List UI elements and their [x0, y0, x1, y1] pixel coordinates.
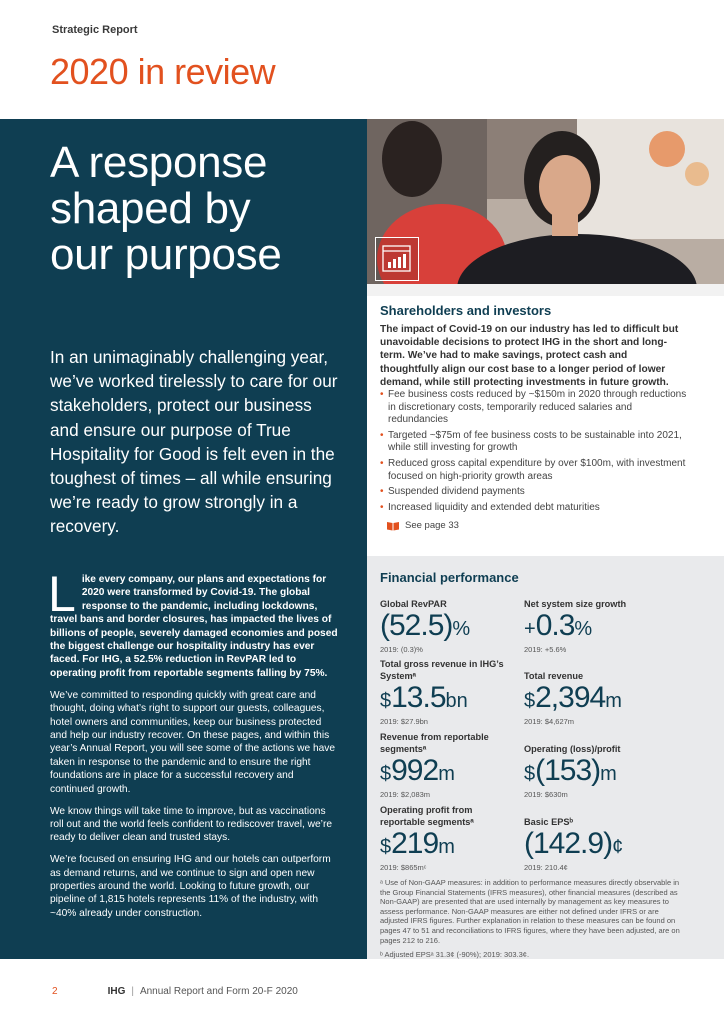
metric-label: Global RevPAR: [380, 599, 447, 609]
metric-label: Total revenue: [524, 671, 584, 681]
metric-basic-eps: [524, 816, 674, 872]
page-title: 2020 in review: [50, 51, 276, 92]
body-paragraph-1: We’ve committed to responding quickly with great care and thought, doing what’s right to support our guests, colleagues, hotel owners and communities, keep our business protected and help our industry recover. On these pages, and within this year’s Annual Report, you will see some of the actions we have taken in response to the pandemic and to ensure the right foundations are in place for a successful recovery and continued growth.: [50, 689, 336, 795]
footer-separator: |: [131, 986, 134, 997]
footnote-a: ᵃ Use of Non-GAAP measures: in addition to performance measures directly observable in the Group Financial Statements (IFRS measures), other financial measures (described as Non-GAAP) are presented that are used internally by management as key measures to assess performance. Non-GAAP measures are either not defined under IFRS or are adjusted IFRS figures. Further explanation in relation to these measures can be found on pages 47 to 51 and reconciliations to IFRS figures, where they have been adjusted, are on pages 212 to 216.: [380, 878, 680, 945]
metric-total-gross-revenue: [380, 658, 515, 726]
metric-value: $(153)m: [524, 754, 617, 787]
intro-text: In an unimaginably challenging year, we’ve worked tirelessly to care for our stakeholders, protect our business and ensure our purpose of True Hospitality for Good is felt even in the toughest of times – all while ensuring we’re ready to grow strongly in a recovery.: [50, 347, 338, 537]
metric-comparison: 2019: $27.9bn: [380, 717, 428, 726]
metric-revenue-reportable: [380, 731, 515, 799]
bullet-item: • Increased liquidity and extended debt maturities: [380, 502, 690, 515]
section-label: Strategic Report: [52, 24, 138, 36]
shareholders-title: Shareholders and investors: [380, 303, 552, 318]
metric-total-revenue: [524, 670, 674, 726]
metric-value: $219m: [380, 827, 455, 860]
metric-comparison: 2019: $2,083m: [380, 790, 431, 799]
hero-photo: [367, 119, 724, 296]
metric-label: Total gross revenue in IHG’s Systemᵃ: [380, 659, 504, 681]
bullet-item: • Suspended dividend payments: [380, 486, 690, 499]
footnotes: [380, 878, 680, 965]
metric-value: (142.9)¢: [524, 827, 624, 860]
metric-comparison: 2019: $865mᶜ: [380, 863, 427, 872]
metric-comparison: 2019: $4,627m: [524, 717, 575, 726]
body-paragraph-3: We’re focused on ensuring IHG and our hotels can outperform as demand returns, and we continue to sign and open new properties around the world. Looking to future growth, our pipeline of 1,815 hotels represents 11% of the industry, with ~40% already under construction.: [50, 854, 331, 919]
bullet-item: • Reduced gross capital expenditure by over $100m, with investment focused on high-priority growth areas: [380, 458, 690, 483]
body-column: [48, 566, 340, 929]
metric-value: $992m: [380, 754, 455, 787]
headline-line-1: A response: [50, 138, 268, 187]
book-icon: [386, 521, 400, 531]
body-paragraph-2: We know things will take time to improve, but as vaccinations roll out and the world feels confident to rediscover travel, we’re ready to deliver clean and trusted stays.: [50, 805, 332, 844]
lead-text: ike every company, our plans and expectations for 2020 were transformed by Covid-19. The global response to the pandemic, including lockdowns, travel bans and border closures, has impacted the lives of billions of people, severely damaged economies and posed the biggest challenge our hospitality industry has ever faced. For IHG, a 52.5% reduction in RevPAR led to operating profit from reportable segments falling by 75%.: [50, 574, 338, 679]
metric-label: Operating profit from reportable segmentsᵃ: [380, 805, 474, 827]
page-number: 2: [52, 986, 58, 997]
metric-value: (52.5)%: [380, 609, 471, 642]
bullet-item: • Targeted ~$75m of fee business costs to be sustainable into 2021, while still investing for growth: [380, 430, 690, 455]
metric-label: Revenue from reportable segmentsᵃ: [380, 732, 489, 754]
metric-operating-loss-profit: [524, 743, 674, 799]
metric-operating-profit-reportable: [380, 804, 515, 872]
bullet-item: • Fee business costs reduced by ~$150m in 2020 through reductions in discretionary costs, temporarily reduced salaries and redundancies: [380, 389, 690, 427]
metric-comparison: 2019: +5.6%: [524, 645, 567, 654]
metric-comparison: 2019: $630m: [524, 790, 568, 799]
footnote-b: ᵇ Adjusted EPSᵃ 31.3¢ (-90%); 2019: 303.3¢.: [380, 950, 530, 960]
document-title: Annual Report and Form 20-F 2020: [139, 986, 298, 997]
chart-icon: [375, 237, 419, 281]
metric-label: Operating (loss)/profit: [524, 744, 621, 754]
financial-title: Financial performance: [380, 570, 519, 585]
metric-value: +0.3%: [524, 609, 593, 642]
headline-line-2: shaped by: [50, 184, 251, 233]
headline: [50, 140, 282, 278]
page-footer: [52, 986, 298, 997]
metric-net-system-growth: [524, 598, 674, 654]
shareholders-bullets: [380, 389, 690, 517]
brand-name: IHG: [107, 986, 126, 997]
see-page-link[interactable]: [386, 520, 459, 531]
metric-label: Net system size growth: [524, 599, 627, 609]
metric-value: $13.5bn: [380, 681, 468, 714]
metric-value: $2,394m: [524, 681, 622, 714]
drop-cap: L: [48, 566, 76, 622]
photo-illustration: [367, 119, 724, 296]
metric-global-revpar: [380, 598, 515, 654]
shareholders-intro: The impact of Covid-19 on our industry has led to difficult but unavoidable decisions to protect IHG in the short and long-term. We’ve had to make savings, protect cash and thoughtfully align our cost base to a longer period of lower demand, while still protecting investments in future growth.: [380, 324, 679, 388]
lead-paragraph: [48, 566, 340, 680]
metric-label: Basic EPSᵇ: [524, 817, 574, 827]
see-page-label: See page 33: [405, 520, 459, 531]
headline-line-3: our purpose: [50, 230, 282, 279]
metric-comparison: 2019: (0.3)%: [380, 645, 423, 654]
metric-comparison: 2019: 210.4¢: [524, 863, 568, 872]
